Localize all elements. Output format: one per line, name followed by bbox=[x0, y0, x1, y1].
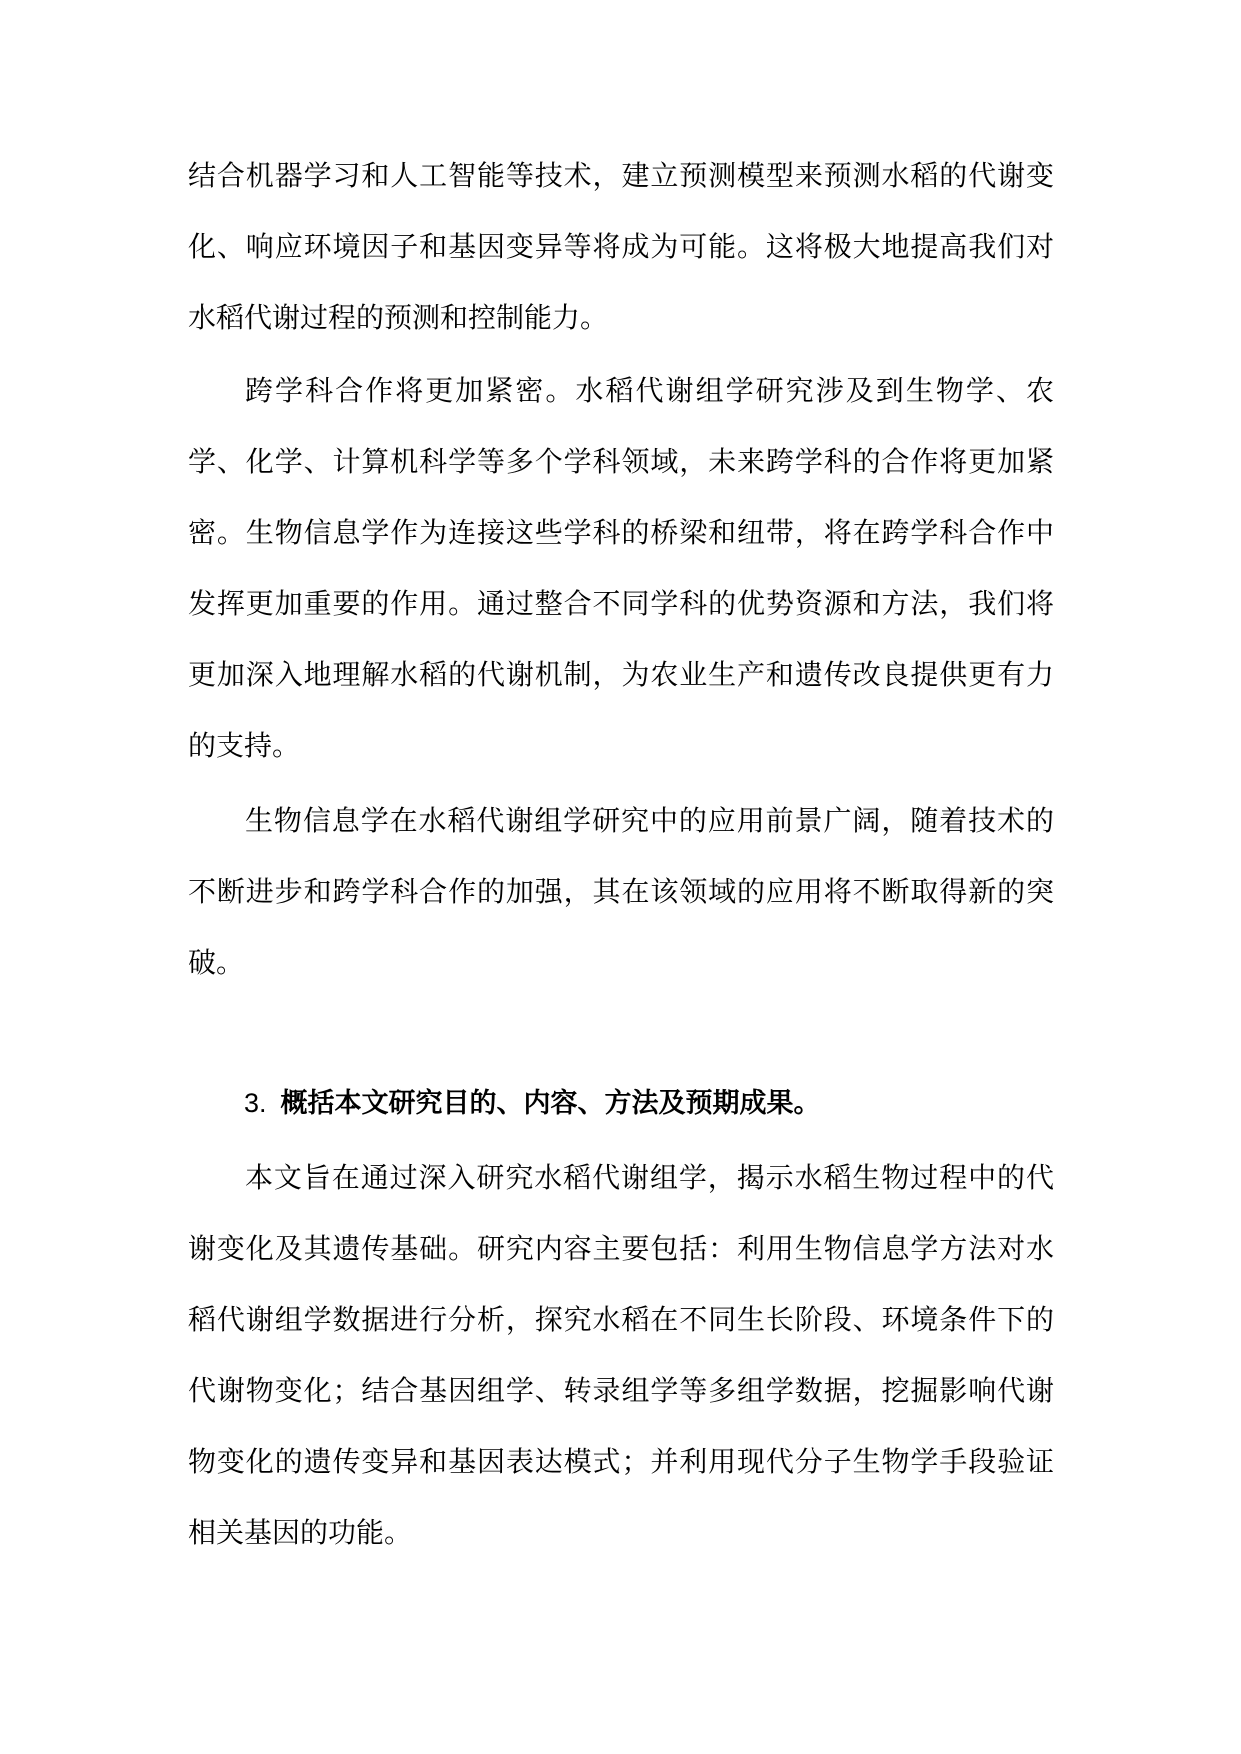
section-heading bbox=[244, 1083, 1044, 1124]
paragraph-prediction-models: 结合机器学习和人工智能等技术，建立预测模型来预测水稻的代谢变化、响应环境因子和基因变异等将成为可能。这将极大地提高我们对水稻代谢过程的预测和控制能力。 bbox=[188, 159, 1054, 334]
section-number: 3. bbox=[244, 1088, 267, 1118]
paragraph-research-summary: 本文旨在通过深入研究水稻代谢组学，揭示水稻生物过程中的代谢变化及其遗传基础。研究内容主要包括：利用生物信息学方法对水稻代谢组学数据进行分析，探究水稻在不同生长阶段、环境条件下的代谢物变化；结合基因组学、转录组学等多组学数据，挖掘影响代谢物变化的遗传变异和基因表达模式；并利用现代分子生物学手段验证相关基因的功能。 bbox=[188, 1161, 1054, 1549]
section-title: 概括本文研究目的、内容、方法及预期成果。 bbox=[280, 1088, 821, 1119]
paragraph-interdisciplinary: 跨学科合作将更加紧密。水稻代谢组学研究涉及到生物学、农学、化学、计算机科学等多个学科领域，未来跨学科的合作将更加紧密。生物信息学作为连接这些学科的桥梁和纽带，将在跨学科合作中发挥更加重要的作用。通过整合不同学科的优势资源和方法，我们将更加深入地理解水稻的代谢机制，为农业生产和遗传改良提供更有力的支持。 bbox=[188, 374, 1054, 762]
paragraph-outlook: 生物信息学在水稻代谢组学研究中的应用前景广阔，随着技术的不断进步和跨学科合作的加强，其在该领域的应用将不断取得新的突破。 bbox=[188, 804, 1054, 979]
